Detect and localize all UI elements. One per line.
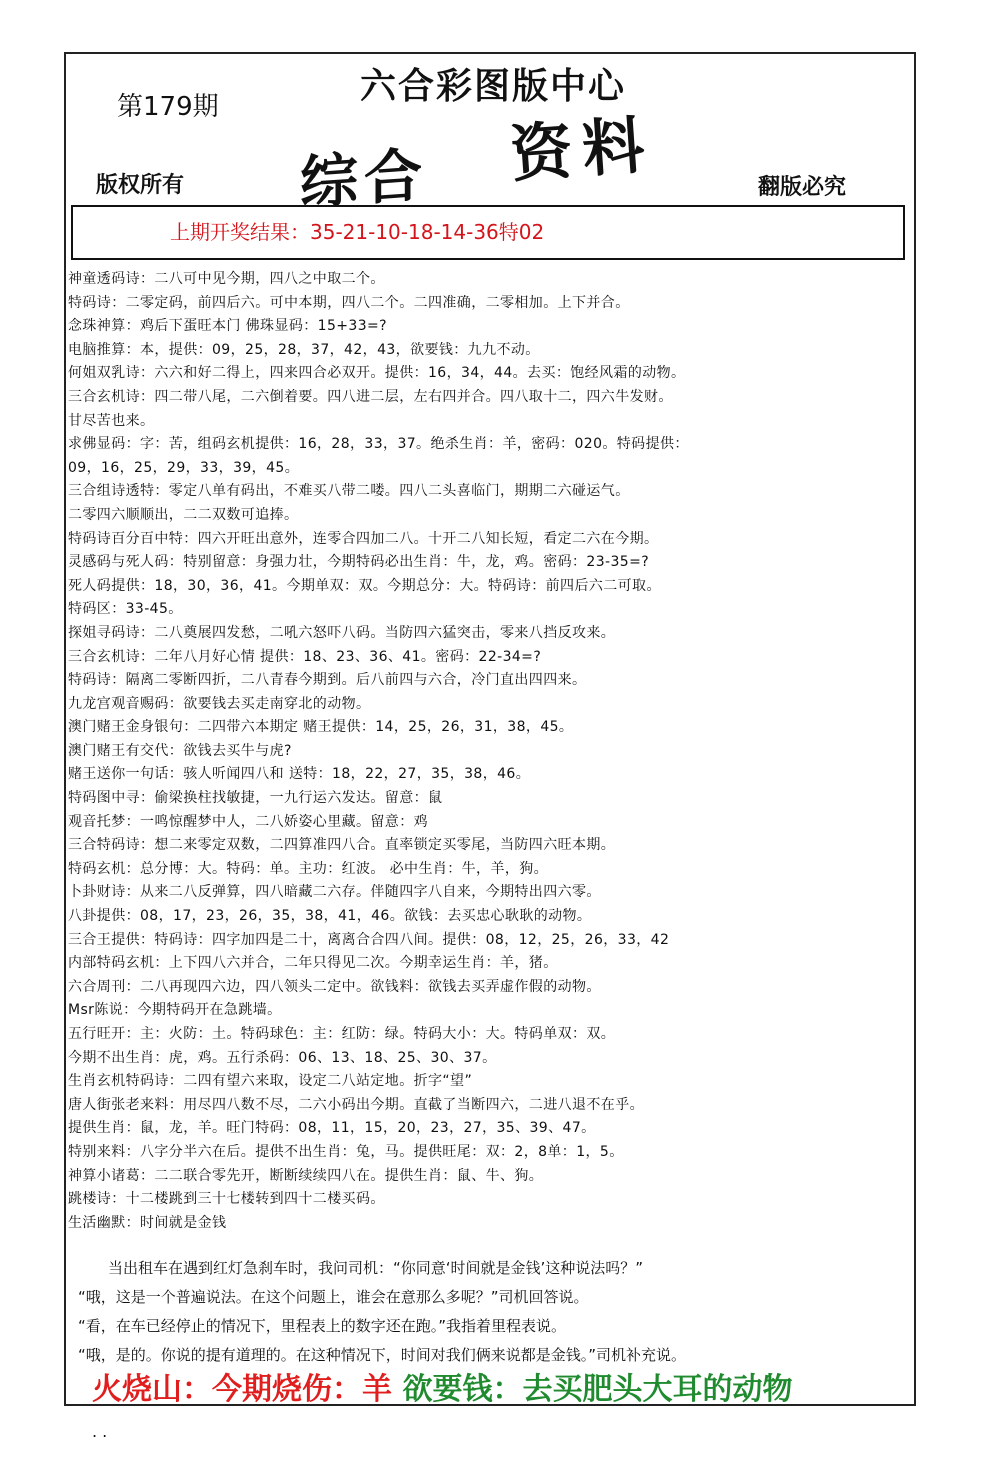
tip-line: 神童透码诗：二八可中见今期，四八之中取二个。 [68,271,385,287]
tip-line: 探姐寻码诗：二八奠展四发愁，二吼六怒吓八码。当防四六猛突击，零来八挡反攻来。 [68,624,616,641]
tip-line: 今期不出生肖：虎，鸡。五行杀码：06、13、18、25、30、37。 [68,1049,497,1066]
tip-line: 九龙宫观音赐码：欲要钱去买走南穿北的动物。 [68,695,371,712]
center-name: 六合彩图版中心 [360,66,627,107]
tip-line: 内部特码玄机：上下四八六并合，二年只得见二次。今期幸运生肖：羊，猪。 [68,955,558,972]
tip-line: 求佛显码：字：苦，组码玄机提供：16，28，33，37。绝杀生肖：羊，密码：020。特码提供： [68,436,689,453]
title-zonghe: 综合 [300,140,429,218]
tip-line: 特码诗：隔离二零断四折，二八青春今期到。后八前四与六合，冷门直出四四来。 [68,672,587,689]
copyright-right: 翻版必究 [758,175,847,200]
tip-line: 唐人街张老来料：用尽四八数不尽，二六小码出今期。直截了当断四六，二进八退不在乎。 [68,1096,644,1113]
tip-line: 死人码提供：18，30，36，41。今期单双：双。今期总分：大。特码诗：前四后六二可取。 [68,577,661,594]
tip-line: 特码区：33-45。 [68,601,183,618]
tip-line: 三合玄机诗：四二带八尾，二六倒着要。四八进二层，左右四并合。四八取十二，四六牛发财。 [68,388,673,405]
tip-line: 赌王送你一句话：骇人听闻四八和 送特：18，22，27，35，38，46。 [68,766,531,783]
bottom-banner-money: 欲要钱：去买肥头大耳的动物 [392,1372,793,1407]
tip-line: 澳门赌王有交代：欲钱去买牛与虎? [68,742,292,759]
bottom-banner [92,1364,792,1408]
tip-line: 三合组诗透特：零定八单有码出，不难买八带二喽。四八二头喜临门，期期二六碰运气。 [68,483,630,500]
tip-line: 三合特码诗：想二来零定双数，二四算准四八合。直率锁定买零尾，当防四六旺本期。 [68,837,616,854]
tip-line: 六合周刊：二八再现四六边，四八领头二定中。欲钱料：欲钱去买弄虚作假的动物。 [68,978,601,995]
tip-line: 生肖玄机特码诗：二四有望六来取，设定二八站定地。折字“望” [68,1073,473,1090]
issue-number: 第179期 [117,92,219,122]
story-paragraph: “哦，这是一个普遍说法。在这个问题上，谁会在意那么多呢？”司机回答说。 [78,1288,589,1306]
tip-line: 五行旺开：主：火防：土。特码球色：主：红防：绿。特码大小：大。特码单双：双。 [68,1026,616,1042]
tip-line: 生活幽默：时间就是金钱 [68,1214,227,1231]
bottom-banner-burn: 火烧山：今期烧伤：羊 [92,1372,392,1407]
tip-line: 三合王提供：特码诗：四字加四是二十，离离合合四八间。提供：08，12，25，26，33，42 [68,931,670,948]
story-paragraph: “看，在车已经停止的情况下，里程表上的数字还在跑。”我指着里程表说。 [78,1317,567,1335]
tip-line: 电脑推算：本，提供：09，25，28，37，42，43，欲要钱：九九不动。 [68,341,540,358]
tip-line: 跳楼诗：十二楼跳到三十七楼转到四十二楼买码。 [68,1191,385,1208]
tip-line: 念珠神算：鸡后下蛋旺本门 佛珠显码：15+33=? [68,318,387,335]
tip-line: 提供生肖：鼠，龙，羊。旺门特码：08，11，15，20，23，27，35、39、47。 [68,1120,596,1137]
tip-line: 特码诗百分百中特：四六开旺出意外，连零合四加二八。十开二八知长短，看定二六在今期。 [68,530,659,547]
tip-line: 特码玄机：总分博：大。特码：单。主功：红波。 必中生肖：牛，羊，狗。 [68,860,549,877]
copyright-left: 版权所有 [96,173,185,198]
tips-list [68,268,908,1235]
tip-line: 神算小诸葛：二二联合零先开，断断续续四八在。提供生肖：鼠、牛、狗。 [68,1167,544,1184]
title-ziliao: 资料 [507,108,657,191]
tip-line: Msr陈说：今期特码开在急跳墙。 [68,1002,282,1019]
tip-line: 特码诗：二零定码，前四后六。可中本期，四八二个。二四准确，二零相加。上下并合。 [68,294,630,311]
tip-line: 09，16，25，29，33，39，45。 [68,459,300,476]
tip-line: 特码图中寻：偷梁换柱找敏捷，一九行运六发达。留意：鼠 [68,790,443,807]
tip-line: 三合玄机诗：二年八月好心情 提供：18、23、36、41。密码：22-34=? [68,648,542,665]
story-paragraph: 当出租车在遇到红灯急刹车时，我问司机：“你同意‘时间就是金钱’这种说法吗？” [108,1259,644,1277]
last-draw-result: 上期开奖结果：35-21-10-18-14-36特02 [170,220,545,244]
tip-line: 观音托梦：一鸣惊醒梦中人，二八娇姿心里藏。留意：鸡 [68,813,428,830]
tip-line: 八卦提供：08，17，23，26，35，38，41，46。欲钱：去买忠心耿耿的动物。 [68,908,592,925]
tip-line: 甘尽苦也来。 [68,412,155,429]
story-paragraph: “哦，是的。你说的提有道理的。在这种情况下，时间对我们俩来说都是金钱。”司机补充说。 [78,1346,687,1364]
tip-line: 二零四六顺顺出，二二双数可追捧。 [68,506,299,523]
footer-dots: . . [92,1422,108,1441]
tip-line: 何姐双乳诗：六六和好二得上，四来四合必双开。提供：16，34，44。去买：饱经风霜的动物。 [68,365,686,382]
humor-story [78,1254,908,1370]
tip-line: 灵感码与死人码：特别留意：身强力壮，今期特码必出生肖：牛，龙，鸡。密码：23-35=? [68,554,650,571]
tip-line: 卜卦财诗：从来二八反弹算，四八暗藏二六存。伴随四字八自来，今期特出四六零。 [68,884,601,901]
tip-line: 澳门赌王金身银句：二四带六本期定 赌王提供：14，25，26，31，38，45。 [68,719,574,736]
tip-line: 特别来料：八字分半六在后。提供不出生肖：兔，马。提供旺尾：双：2，8单：1，5。 [68,1143,624,1160]
